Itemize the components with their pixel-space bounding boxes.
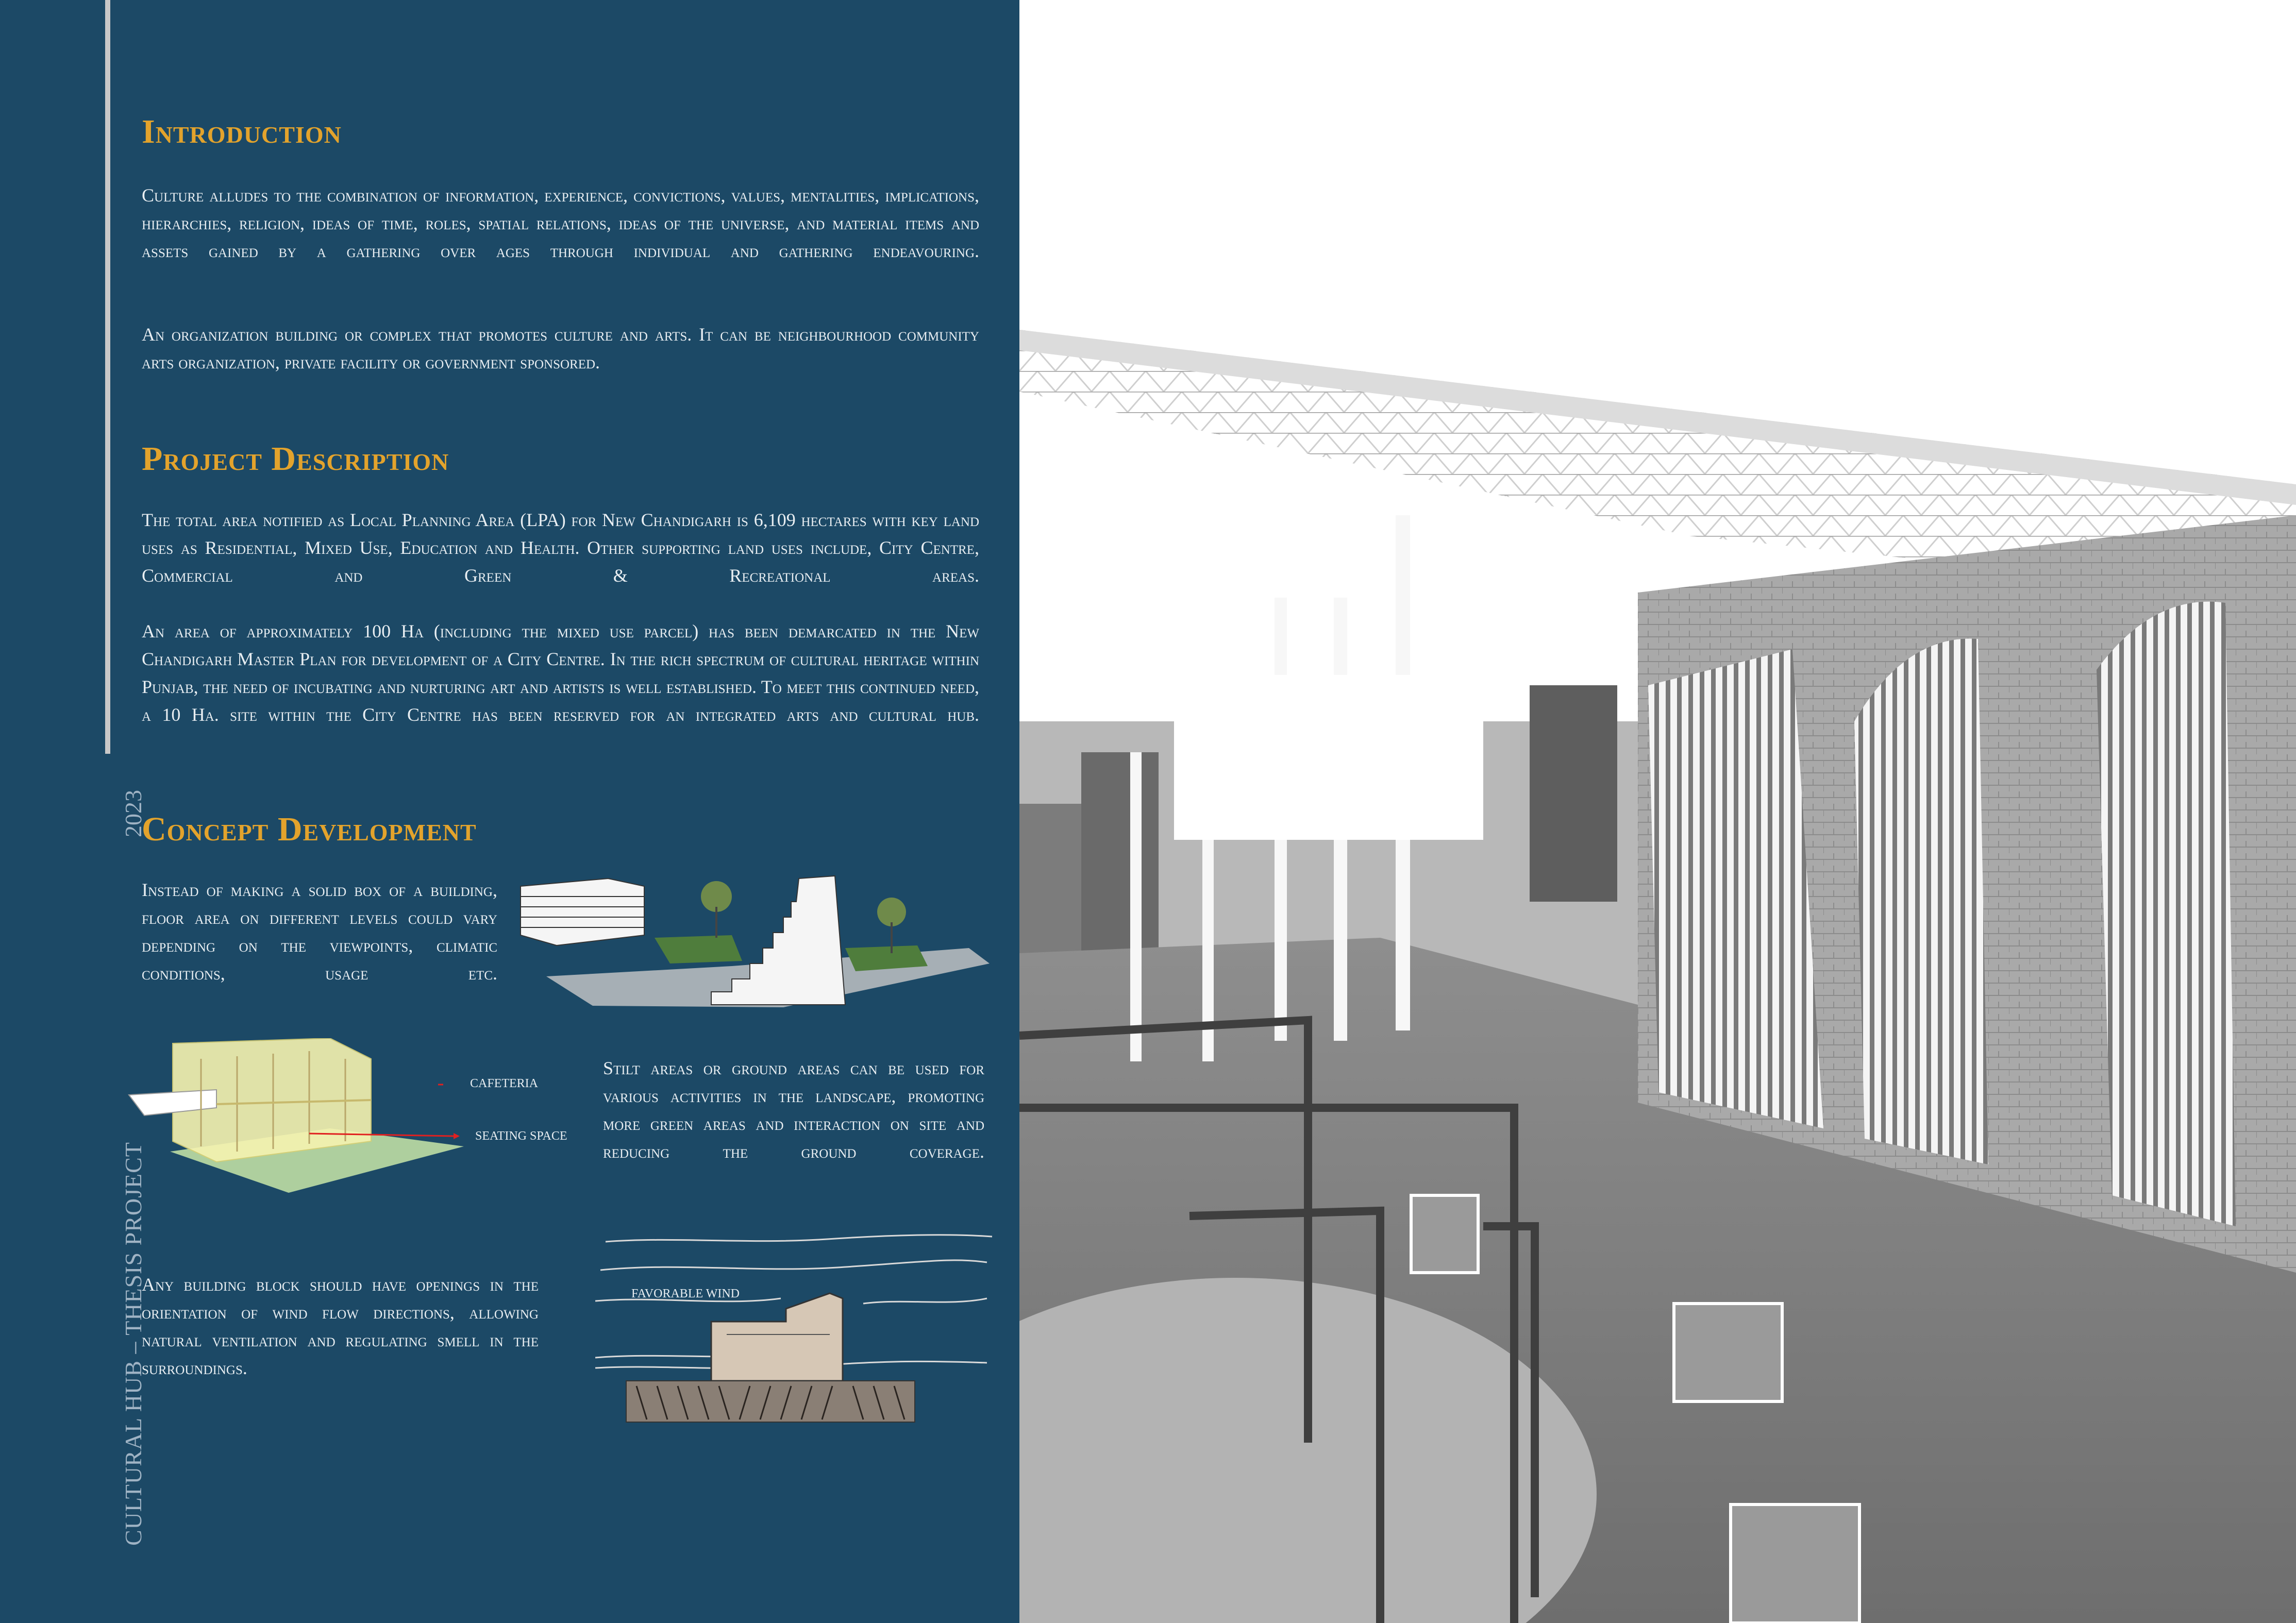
seating-space-label: SEATING SPACE [475, 1129, 567, 1143]
concept-development-heading: Concept Development [142, 810, 477, 848]
stilt-building-sketch [124, 1038, 474, 1213]
project-description-paragraph-1: The total area notified as Local Planning Area (LPA) for New Chandigarh is 6,109 hectares with key land uses as Residential, Mixed Use, Education and Health. Other supporting land uses include, City Centre, Commercial and Green & Recreational areas. [142, 510, 979, 586]
courtyard-render-image [1019, 0, 2296, 1623]
concept-paragraph-3: Any building block should have openings in the orientation of wind flow directions, allowing natural ventilation and regulating smell in the surroundings. [142, 1274, 539, 1378]
divider-line [105, 0, 110, 754]
project-title: CULTURAL HUB – THESIS PROJECT [120, 1142, 146, 1546]
year-text: 2023 [120, 790, 146, 837]
stacked-slabs-sketch [515, 871, 995, 1018]
introduction-paragraph-1: Culture alludes to the combination of information, experience, convictions, values, mentalities, implications, hierarchies, religion, ideas of time, roles, spatial relations, ideas of the universe, and material items and assets gained by a gathering over ages through individual and gathering endeavouring. [142, 185, 979, 261]
concept-paragraph-1: Instead of making a solid box of a building, floor area on different levels could vary depending on the viewpoints, climatic conditions, usage etc. [142, 880, 497, 984]
favorable-wind-label: FAVORABLE WIND [631, 1287, 740, 1300]
project-description-paragraph-2: An area of approximately 100 Ha (including the mixed use parcel) has been demarcated in the New Chandigarh Master Plan for development of a City Centre. In the rich spectrum of cultural heritage within Punjab, the need of incubating and nurturing art and artists is well established. To meet this continued need, a 10 Ha. site within the City Centre has been reserved for an integrated arts and cultural hub. [142, 621, 979, 725]
introduction-heading: Introduction [142, 113, 342, 150]
text-panel [0, 0, 1019, 1623]
wind-section-sketch [595, 1221, 997, 1427]
concept-paragraph-2: Stilt areas or ground areas can be used for various activities in the landscape, promoting more green areas and interaction on site and reducing the ground coverage. [603, 1058, 984, 1162]
cafeteria-label: CAFETERIA [470, 1077, 538, 1090]
introduction-paragraph-2: An organization building or complex that promotes culture and arts. It can be neighbourhood community arts organization, private facility or government sponsored. [142, 324, 979, 373]
project-description-heading: Project Description [142, 440, 449, 478]
